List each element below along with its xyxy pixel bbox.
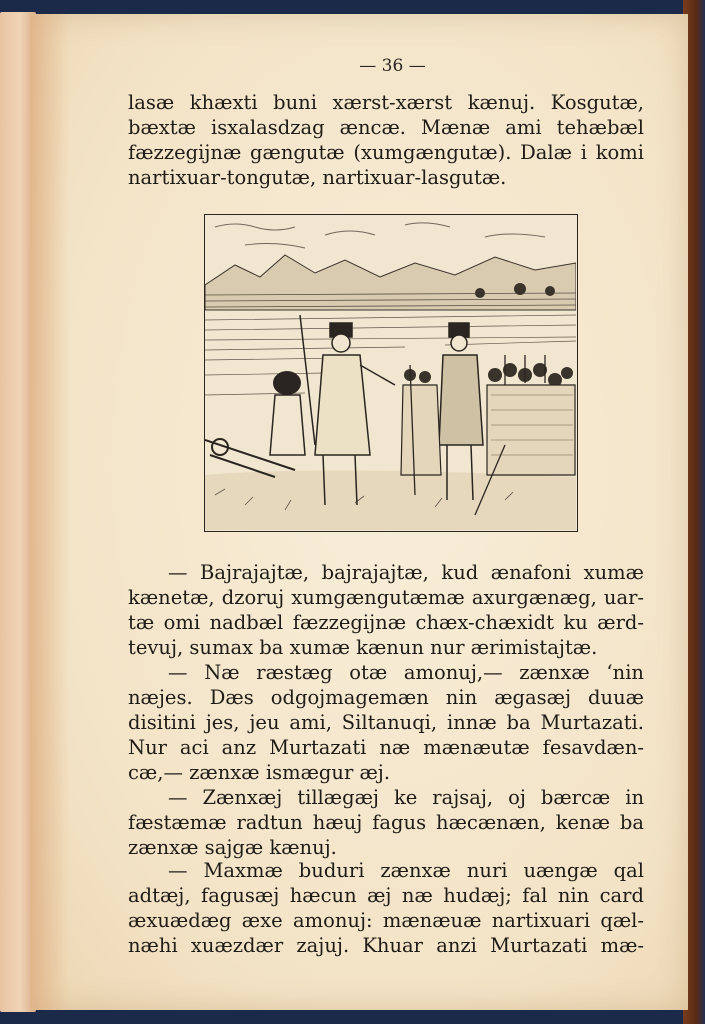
- text-line: — Bajrajajtæ, bajrajajtæ, kud ænafoni xumæ: [168, 561, 644, 584]
- text-line: adtæj, fagusæj hæcun æj næ hudæj; fal nin card: [128, 884, 644, 907]
- text-line: cæ,— zænxæ ismægur æj.: [128, 761, 391, 784]
- body-paragraph: [128, 560, 644, 660]
- text-line: fæstæmæ radtun hæuj fagus hæcænæn, kenæ ba: [128, 811, 644, 834]
- text-line: disitini jes, jeu ami, Siltanuqi, innæ ba Murtazati.: [128, 711, 644, 734]
- body-paragraph: [128, 785, 644, 860]
- text-line: fæzzegijnæ gængutæ (xumgængutæ). Dalæ i komi: [128, 141, 644, 164]
- body-paragraph: [128, 660, 644, 785]
- text-line: bæxtæ isxalasdzag æncæ. Mænæ ami tehæbæl: [128, 116, 644, 139]
- text-line: Nur aci anz Murtazati næ mænæutæ fesavdæn-: [128, 736, 644, 759]
- text-line: tæ omi nadbæl fæzzegijnæ chæx-chæxidt ku ærd-: [128, 611, 644, 634]
- text-line: kænetæ, dzoruj xumgængutæmæ axurgænæg, uar-: [128, 586, 644, 609]
- text-line: tevuj, sumax ba xumæ kænun nur ærimistajtæ.: [128, 636, 598, 659]
- text-line: næhi xuæzdær zajuj. Khuar anzi Murtazati mæ-: [128, 934, 644, 957]
- engraving-drawing: [205, 215, 576, 530]
- text-line: — Næ ræstæg otæ amonuj,— zænxæ ʻnin: [168, 661, 644, 684]
- illustration-villagers-field: [204, 214, 578, 532]
- text-line: — Zænxæj tillægæj ke rajsaj, oj bærcæ in: [168, 786, 644, 809]
- body-paragraph: [128, 858, 644, 958]
- text-line: nartixuar-tongutæ, nartixuar-lasgutæ.: [128, 166, 507, 189]
- top-paragraph: [128, 90, 644, 190]
- text-line: næjes. Dæs odgojmagemæn nin ægasæj duuæ: [128, 686, 644, 709]
- text-line: zænxæ sajgæ kænuj.: [128, 836, 337, 859]
- page-number: — 36 —: [359, 56, 426, 76]
- text-line: æxuædæg æxe amonuj: mænæuæ nartixuari qæl-: [128, 909, 644, 932]
- page-gutter-shadow: [30, 14, 70, 1010]
- text-line: lasæ khæxti buni xærst-xærst kænuj. Kosgutæ,: [128, 91, 644, 114]
- text-line: — Maxmæ buduri zænxæ nuri uængæ qal: [168, 859, 644, 882]
